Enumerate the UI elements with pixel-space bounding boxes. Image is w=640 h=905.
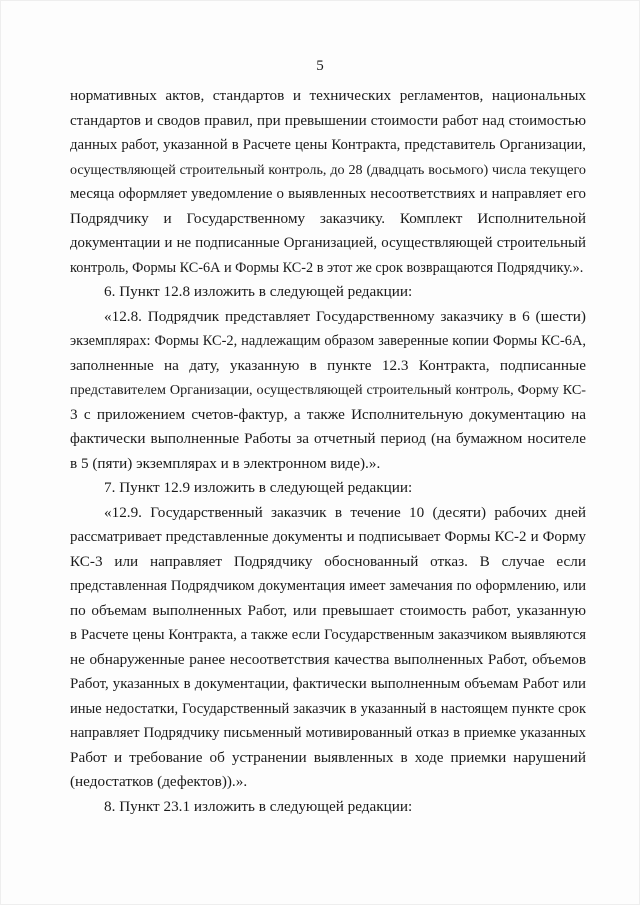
text-line: осуществляющей строительный контроль, до 28 (двадцать восьмого) числа текущего [70, 161, 586, 178]
text-line: нормативных актов, стандартов и технических регламентов, национальных [70, 87, 586, 104]
text-line: 8. Пункт 23.1 изложить в следующей редакции: [104, 797, 413, 815]
text-line: экземплярах: Формы КС-2, надлежащим образом заверенные копии Формы КС-6А, [70, 333, 586, 349]
text-line: не обнаруженные ранее несоответствия качества выполненных Работ, объемов [70, 650, 586, 668]
text-line: «12.8. Подрядчик представляет Государственному заказчику в 6 (шести) [104, 307, 586, 325]
text-line: контроль, Формы КС-6А и Формы КС-2 в этот же срок возвращаются Подрядчику.». [70, 259, 584, 276]
text-line: «12.9. Государственный заказчик в течение 10 (десяти) рабочих дней [104, 503, 586, 521]
text-line: данных работ, указанной в Расчете цены Контракта, представитель Организации, [70, 137, 586, 153]
text-line: 7. Пункт 12.9 изложить в следующей редакции: [104, 479, 413, 496]
text-line: рассматривает представленные документы и подписывает Формы КС-2 и Форму [70, 529, 586, 545]
text-line: Работ, указанных в документации, фактически выполненным объемам Работ или [70, 676, 586, 692]
text-line: в 5 (пяти) экземплярах и в электронном виде).». [70, 454, 381, 472]
document-body [70, 84, 586, 819]
text-line: Работ и требование об устранении выявленных в ходе приемки нарушений [70, 748, 586, 766]
page-number: 5 [316, 58, 324, 74]
text-line: стандартов и сводов правил, при превышении стоимости работ над стоимостью [70, 112, 586, 129]
text-line: направляет Подрядчику письменный мотивированный отказ в приемке указанных [70, 725, 586, 741]
text-line: по объемам выполненных Работ, или превышает стоимость работ, указанную [70, 601, 586, 619]
text-line: (недостатков (дефектов)).». [70, 773, 248, 790]
text-line: фактически выполненные Работы за отчетный период (на бумажном носителе [70, 430, 586, 447]
text-line: в Расчете цены Контракта, а также если Государственным заказчиком выявляются [70, 627, 586, 643]
text-line: иные недостатки, Государственный заказчик в указанный в настоящем пункте срок [70, 700, 586, 717]
text-line: 6. Пункт 12.8 изложить в следующей редакции: [104, 283, 413, 300]
text-line: 3 с приложением счетов-фактур, а также Исполнительную документацию на [70, 405, 586, 423]
text-line: КС-3 или направляет Подрядчику обоснованный отказ. В случае если [70, 552, 586, 570]
text-line: месяца оформляет уведомление о выявленных несоответствиях и направляет его [70, 186, 586, 202]
text-line: представителем Организации, осуществляющей строительный контроль, Форму КС- [70, 382, 586, 398]
text-line: представленная Подрядчиком документация имеет замечания по оформлению, или [70, 578, 586, 594]
text-line: документации и не подписанные Организацией, осуществляющей строительный [70, 235, 586, 251]
text-line: Подрядчику и Государственному заказчику. Комплект Исполнительной [70, 209, 586, 227]
text-line: заполненные на дату, указанную в пункте 12.3 Контракта, подписанные [70, 356, 586, 374]
